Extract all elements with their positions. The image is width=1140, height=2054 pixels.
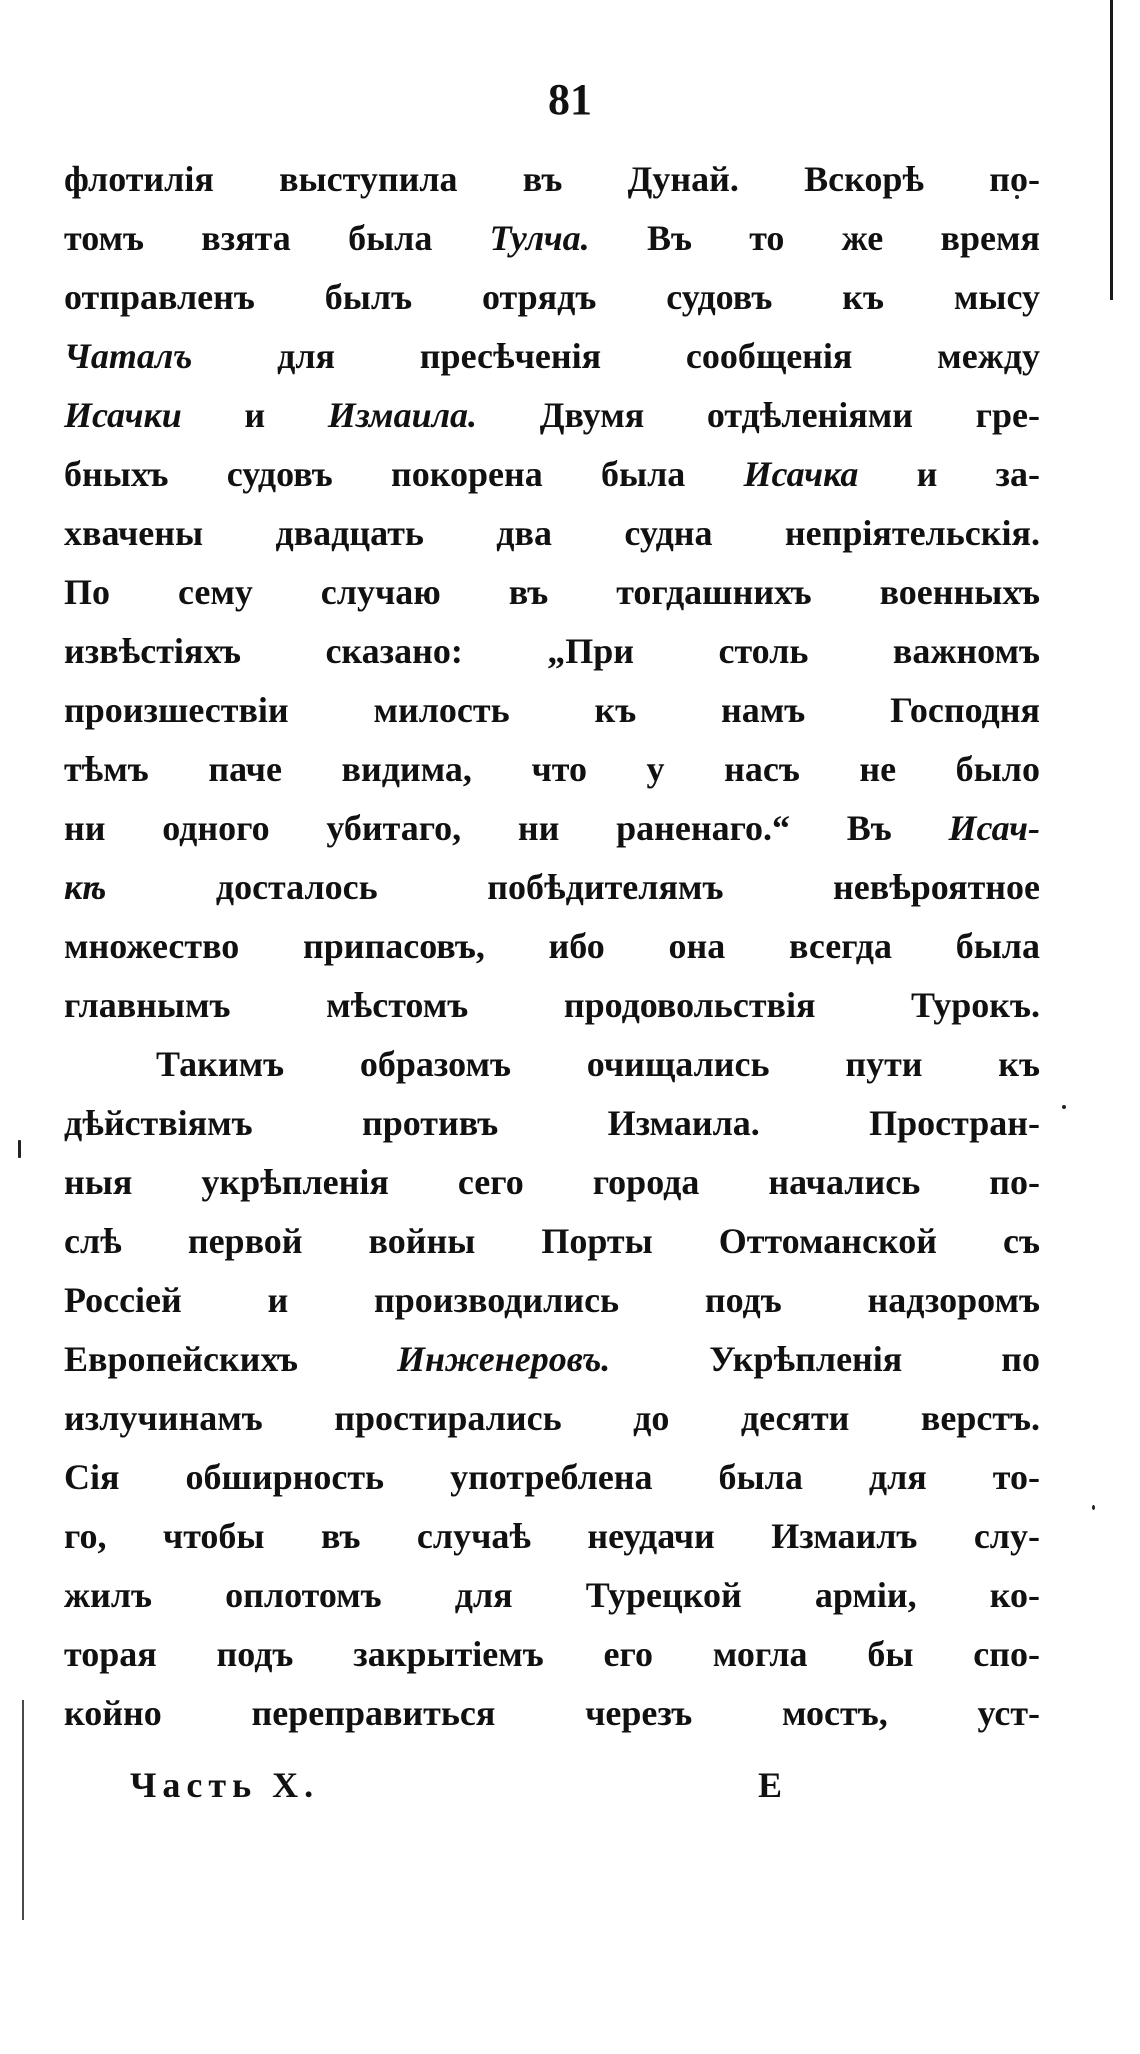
footer-signature-mark: E: [758, 1765, 783, 1805]
text-line: [64, 681, 1040, 740]
italic-name: Исачка: [743, 454, 859, 494]
body-text: [64, 150, 1040, 1743]
text-line: [64, 1389, 1040, 1448]
italic-name: Исачки: [64, 395, 182, 435]
footer-part-label: Часть X.: [130, 1765, 320, 1805]
italic-name: Инженеровъ.: [397, 1339, 611, 1379]
text-run: досталось побѣдителямъ невѣроятное: [106, 867, 1040, 907]
text-line: [64, 799, 1040, 858]
italic-name: Тулча.: [489, 218, 590, 258]
text-line: [64, 1035, 1040, 1094]
text-run: хвачены двадцать два судна непріятельскія.: [64, 513, 1040, 553]
page-edge-line-left: [22, 1700, 24, 1920]
text-line: [64, 268, 1040, 327]
text-run: томъ взята была: [64, 218, 490, 258]
scan-speck: [18, 1140, 21, 1158]
text-run: го, чтобы въ случаѣ неудачи Измаилъ слу-: [64, 1516, 1040, 1556]
text-run: койно переправиться черезъ мостъ, уст-: [64, 1693, 1040, 1733]
text-line: [64, 1625, 1040, 1684]
text-run: Европейскихъ: [64, 1339, 397, 1379]
text-line: [64, 150, 1040, 209]
page-edge-line: [1110, 0, 1113, 300]
text-run: излучинамъ простирались до десяти верстъ.: [64, 1398, 1040, 1438]
text-run: жилъ оплотомъ для Турецкой арміи, ко-: [64, 1575, 1040, 1615]
text-run: Въ то же время: [589, 218, 1040, 258]
text-run: Укрѣпленія по: [610, 1339, 1040, 1379]
text-line: [64, 740, 1040, 799]
text-run: извѣстіяхъ сказано: „При столь важномъ: [64, 631, 1040, 671]
text-run: произшествіи милость къ намъ Господня: [64, 690, 1040, 730]
text-run: тѣмъ паче видима, что у насъ не было: [64, 749, 1040, 789]
text-line: [64, 1094, 1040, 1153]
text-line: [64, 445, 1040, 504]
text-line: [64, 1566, 1040, 1625]
text-line: [64, 1330, 1040, 1389]
italic-name: Измаила.: [327, 395, 478, 435]
text-run: По сему случаю въ тогдашнихъ военныхъ: [64, 572, 1040, 612]
text-line: [64, 563, 1040, 622]
scan-speck: [1092, 1505, 1095, 1510]
text-run: торая подъ закрытіемъ его могла бы спо-: [64, 1634, 1040, 1674]
text-run: Россіей и производились подъ надзоромъ: [64, 1280, 1040, 1320]
text-run: для пресѣченія сообщенія между: [192, 336, 1040, 376]
text-line: [64, 976, 1040, 1035]
text-line: [64, 1153, 1040, 1212]
scan-speck: [1062, 1105, 1066, 1109]
text-line: [64, 1212, 1040, 1271]
text-run: множество припасовъ, ибо она всегда была: [64, 926, 1040, 966]
text-run: и за-: [858, 454, 1040, 494]
italic-name: Чаталъ: [64, 336, 193, 376]
text-line: [64, 209, 1040, 268]
text-line: [64, 1684, 1040, 1743]
text-line: [64, 1448, 1040, 1507]
text-line: [64, 1271, 1040, 1330]
text-run: слѣ первой войны Порты Оттоманской съ: [64, 1221, 1040, 1261]
italic-name: Исач-: [948, 808, 1040, 848]
text-line: [64, 858, 1040, 917]
text-line: [64, 386, 1040, 445]
text-run: отправленъ былъ отрядъ судовъ къ мысу: [64, 277, 1040, 317]
text-run: и: [181, 395, 328, 435]
text-run: Сія обширность употреблена была для то-: [64, 1457, 1040, 1497]
text-run: главнымъ мѣстомъ продовольствія Турокъ.: [64, 985, 1040, 1025]
text-run: ныя укрѣпленія сего города начались по-: [64, 1162, 1040, 1202]
text-run: флотилія выступила въ Дунай. Вскорѣ по-: [64, 159, 1040, 199]
page-number: 81: [548, 75, 592, 124]
text-run: бныхъ судовъ покорена была: [64, 454, 744, 494]
text-run: дѣйствіямъ противъ Измаила. Простран-: [64, 1103, 1040, 1143]
text-run: ни одного убитаго, ни раненаго.“ Въ: [64, 808, 949, 848]
text-line: [64, 1507, 1040, 1566]
text-line: [64, 327, 1040, 386]
text-line: [64, 622, 1040, 681]
text-line: [64, 917, 1040, 976]
text-run: Такимъ образомъ очищались пути къ: [156, 1044, 1040, 1084]
text-line: [64, 504, 1040, 563]
italic-name: кѣ: [64, 867, 107, 907]
text-run: Двумя отдѣленіями гре-: [477, 395, 1040, 435]
page-footer: [130, 1755, 950, 1815]
